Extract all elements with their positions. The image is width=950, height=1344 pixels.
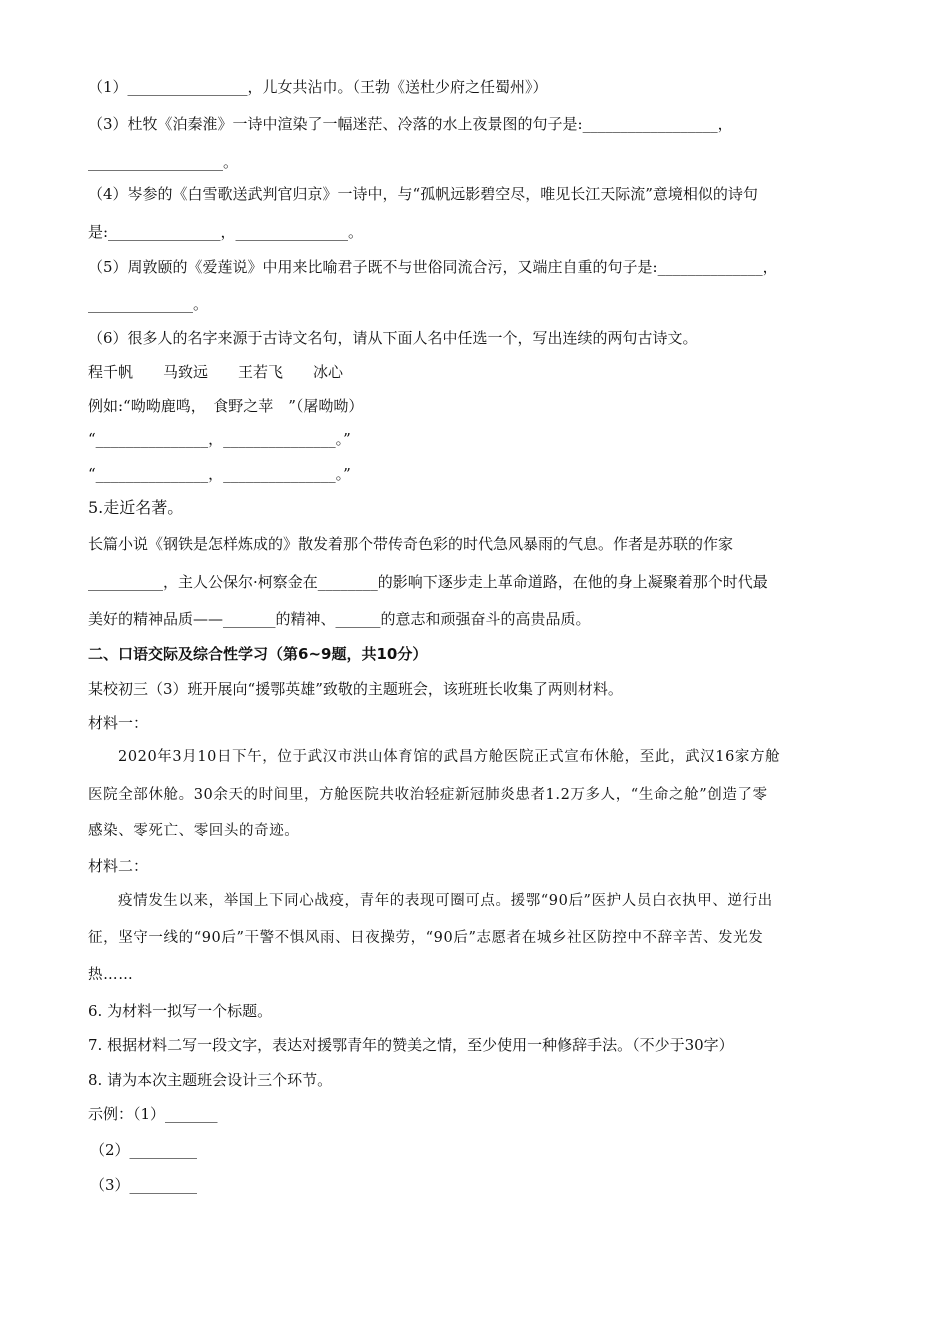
q4-item-5: （5）周敦颐的《爱莲说》中用来比喻君子既不与世俗同流合污，又端庄自重的句子是:______________， — [88, 258, 778, 276]
q4-item-1: （1）________________，儿女共沾巾。（王勃《送杜少府之任蜀州》） — [88, 78, 548, 96]
q6: 6. 为材料一拟写一个标题。 — [88, 1002, 273, 1020]
intro-line: 某校初三（3）班开展向“援鄂英雄”致敬的主题班会，该班班长收集了两则材料。 — [88, 680, 623, 698]
q4-item-3-cont: __________________。 — [88, 153, 239, 171]
q5-heading: 5.走近名著。 — [88, 498, 184, 517]
material-2-text-3: 热…… — [88, 967, 134, 983]
q5-text-1: 长篇小说《钢铁是怎样炼成的》散发着那个带传奇色彩的时代急风暴雨的气息。作者是苏联的作家 — [88, 535, 734, 553]
q4-item-4-cont: 是:_______________，_______________。 — [88, 223, 364, 241]
q4-item-4: （4）岑参的《白雪歌送武判官归京》一诗中，与“孤帆远影碧空尽，唯见长江天际流”意境相似的诗句 — [88, 185, 758, 203]
q5-text-2: __________，主人公保尔·柯察金在________的影响下逐步走上革命道路，在他的身上凝聚着那个时代最 — [88, 573, 768, 591]
answer-blank-1: “_______________，_______________。” — [88, 430, 351, 448]
name-options: 程千帆 马致远 王若飞 冰心 — [88, 363, 344, 381]
material-1-label: 材料一： — [88, 714, 149, 732]
q8-example-2: （2）_________ — [90, 1141, 198, 1159]
q5-text-3: 美好的精神品质——_______的精神、______的意志和顽强奋斗的高贵品质。 — [88, 610, 591, 628]
q4-item-5-cont: ______________。 — [88, 295, 209, 313]
material-1-text-3: 感染、零死亡、零回头的奇迹。 — [88, 823, 300, 839]
material-2-text-2: 征，坚守一线的“90后”干警不惧风雨、日夜操劳，“90后”志愿者在城乡社区防控中不辞辛苦、发光发 — [88, 930, 764, 946]
material-1-text-2: 医院全部休舱。30余天的时间里，方舱医院共收治轻症新冠肺炎患者1.2万多人，“生命之舱”创造了零 — [88, 787, 768, 803]
example-line: 例如:“呦呦鹿鸣， 食野之苹 ”（屠呦呦） — [88, 397, 364, 415]
q8-example-1: 示例：（1）_______ — [88, 1105, 218, 1123]
q4-item-3: （3）杜牧《泊秦淮》一诗中渲染了一幅迷茫、冷落的水上夜景图的句子是:__________________， — [88, 115, 733, 133]
material-2-label: 材料二： — [88, 857, 149, 875]
material-2-text-1: 疫情发生以来，举国上下同心战疫，青年的表现可圈可点。援鄂“90后”医护人员白衣执甲、逆行出 — [118, 893, 773, 909]
material-1-text-1: 2020年3月10日下午，位于武汉市洪山体育馆的武昌方舱医院正式宣布休舱，至此，武汉16家方舱 — [118, 749, 781, 765]
answer-blank-2: “_______________，_______________。” — [88, 465, 351, 483]
section-2-heading: 二、口语交际及综合性学习（第6~9题，共10分） — [88, 645, 428, 663]
q8-example-3: （3）_________ — [90, 1176, 198, 1194]
q4-item-6: （6）很多人的名字来源于古诗文名句，请从下面人名中任选一个，写出连续的两句古诗文。 — [88, 329, 698, 347]
q7: 7. 根据材料二写一段文字，表达对援鄂青年的赞美之情，至少使用一种修辞手法。（不少于30字） — [88, 1036, 734, 1054]
q8: 8. 请为本次主题班会设计三个环节。 — [88, 1071, 333, 1089]
